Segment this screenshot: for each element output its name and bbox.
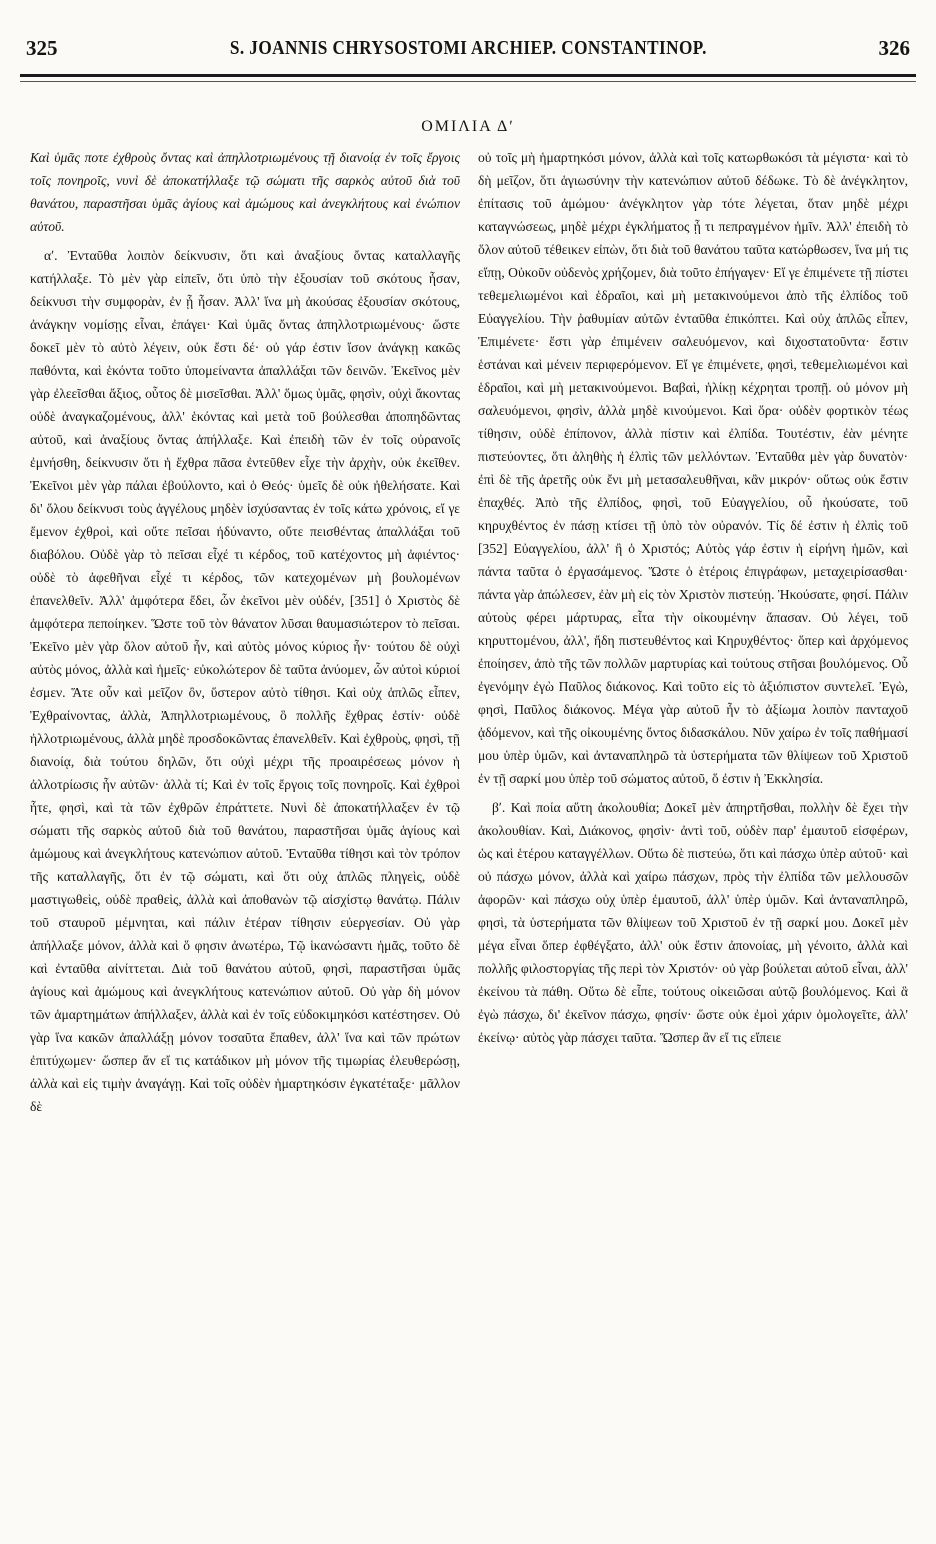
right-column	[478, 146, 908, 1531]
header-rule	[20, 74, 916, 77]
running-title: S. JOANNIS CHRYSOSTOMI ARCHIEP. CONSTANTINOP.	[229, 36, 707, 59]
page-number-right: 326	[878, 35, 910, 60]
page-number-left: 325	[26, 35, 58, 60]
homily-title: ΟΜΙΛΙΑ Δʹ	[421, 118, 515, 135]
commentary-text-continued: οὐ τοῖς μὴ ἡμαρτηκόσι μόνον, ἀλλὰ καὶ τοῖς κατωρθωκόσι τὰ μέγιστα· καὶ τὸ δὴ μεῖζον, ὅτι ἁγιωσύνην τὴν κατενώπιον αὐτοῦ δέδωκε. Τὸ δὲ ἀνέγκλητον, ἐπίτασις τοῦ ἀμώμου· ἀνέγκλητον γὰρ τότε λέγεται, ὅταν μηδὲ μέχρι καταγνώσεως, μηδὲ μέχρι ἐγκλήματος ᾖ τι πεπραγμένον ἡμῖν. Ἀλλ' ἐπειδὴ τὸ ὅλον αὐτοῦ τέθεικεν εἰπὼν, ὅτι διὰ τοῦ θανάτου ταῦτα κατώρθωσεν, ἵνα μή τις εἴπῃ, Οὐκοῦν οὐδενὸς χρήζομεν, διὰ τοῦτο ἐπήγαγεν· Εἴ γε ἐπιμένετε τῇ πίστει τεθεμελιωμένοι καὶ ἑδραῖοι, καὶ μὴ μετακινούμενοι ἀπὸ τῆς ἐλπίδος τοῦ Εὐαγγελίου. Τὴν ῥαθυμίαν αὐτῶν ἐνταῦθα ἐπικόπτει. Καὶ οὐχ ἁπλῶς εἶπεν, Ἐπιμένετε· ἔστι γὰρ ἐπιμένειν σαλευόμενον, καὶ διχοστατοῦντα· ἔστιν ἑστάναι καὶ μένειν περιφερόμενον. Εἴ γε ἐπιμένετε, φησὶ, τεθεμελιωμένοι καὶ ἑδραῖοι, καὶ μὴ μετακινούμενοι. Βαβαὶ, ἡλίκῃ κέχρηται τροπῇ. οὐ μόνον μὴ σαλευόμενοι, φησὶν, ἀλλὰ μηδὲ κινούμενοι. Καὶ ὅρα· οὐδὲν φορτικὸν τέως τίθησιν, οὐδὲ ἐπίπονον, ἀλλὰ πίστιν καὶ ἐλπίδα. Τουτέστιν, ἐὰν μένητε πιστεύοντες, ὅτι ἀληθὴς ἡ ἐλπὶς τῶν μελλόντων. Ἐνταῦθα μὲν γὰρ δυνατὸν· ἐπὶ δὲ τῆς ἀρετῆς οὐκ ἔνι μὴ μετασαλευθῆναι, κἂν μικρόν· οὕτως οὐκ ἔστιν ἐπαχθές. Ἀπὸ τῆς ἐλπίδος, φησὶ, τοῦ Εὐαγγελίου, οὗ ἠκούσατε, τοῦ κηρυχθέντος ἐν πάσῃ κτίσει τῇ ὑπὸ τὸν οὐρανόν. Τίς δέ ἐστιν ἡ ἐλπὶς τοῦ [352] Εὐαγγελίου, ἀλλ' ἢ ὁ Χριστός; Αὐτὸς γάρ ἐστιν ἡ εἰρήνη ἡμῶν, καὶ πάντα ταῦτα ὁ ἐργασάμενος. Ὥστε ὁ ἑτέροις ἐπιγράφων, μεταχειρίσασθαι· πάντα γὰρ ἀπώλεσεν, ἐὰν μὴ εἰς τὸν Χριστὸν πιστεύῃ. Ἠκούσατε, φησί. Πάλιν αὐτοὺς φέρει μάρτυρας, εἶτα τὴν οἰκουμένην ἅπασαν. Οὐ λέγει, τοῦ κηρυττομένου, ἀλλ', ἤδη πιστευθέντος καὶ Κηρυχθέντος· ὅπερ καὶ ἀρχόμενος ἐποίησεν, ἀπὸ τῆς τῶν πολλῶν μαρτυρίας καὶ τούτους στῆσαι βουλόμενος. Οὗ ἐγενόμην ἐγὼ Παῦλος διάκονος. Καὶ τοῦτο εἰς τὸ ἀξιόπιστον συντελεῖ. Ἐγὼ, φησὶ, Παῦλος διάκονος. Μέγα γὰρ αὐτοῦ ἦν τὸ ἀξίωμα λοιπὸν πανταχοῦ ᾀδόμενον, καὶ τῆς οἰκουμένης ὄντος διδασκάλου. Νῦν χαίρω ἐν τοῖς παθήμασί μου ὑπὲρ ὑμῶν, καὶ ἀνταναπληρῶ τὰ ὑστερήματα τῶν θλίψεων τοῦ Χριστοῦ ἐν τῇ σαρκί μου ὑπὲρ τοῦ σώματος αὐτοῦ, ὅ ἐστιν ἡ Ἐκκλησία.	[478, 150, 908, 786]
page-header	[26, 30, 910, 66]
commentary-text: αʹ. Ἐνταῦθα λοιπὸν δείκνυσιν, ὅτι καὶ ἀναξίους ὄντας καταλλαγῆς κατήλλαξε. Τὸ μὲν γὰρ εἰπεῖν, ὅτι ὑπὸ τὴν ἐξουσίαν τοῦ σκότους ἦσαν, δείκνυσι τὴν συμφορὰν, ἐν ᾗ ἦσαν. Ἀλλ' ἵνα μὴ ἀκούσας ἐξουσίαν σκότους, ἀνάγκην νομίσῃς εἶναι, ἐπάγει· Καὶ ὑμᾶς ὄντας ἀπηλλοτριωμένους· ὥστε δοκεῖ μὲν τὸ αὐτὸ λέγειν, οὐκ ἔστι δέ· οὐ γάρ ἐστιν ἴσον ἀνάγκῃ κακῶς παθόντα, καὶ ἑκόντα τοῦτο ὑπομείναντα ἀπαλλάξαι τῶν δεινῶν. Ἐκεῖνος μὲν γὰρ ἐλεεῖσθαι ἄξιος, οὗτος δὲ μισεῖσθαι. Ἀλλ' ὅμως ὑμᾶς, φησὶν, οὐχὶ ἄκοντας οὐδὲ ἀναγκαζομένους, ἀλλ' ἑκόντας καὶ μετὰ τοῦ βούλεσθαι ἀποπηδῶντας αὐτοῦ, καὶ ἀναξίους ὄντας ἀπήλλαξε. Καὶ ἐπειδὴ τῶν ἐν τοῖς οὐρανοῖς ἐμνήσθη, δείκνυσιν ὅτι ἡ ἔχθρα πᾶσα ἐντεῦθεν εἶχε τὴν ἀρχὴν, οὐκ ἐκεῖθεν. Ἐκεῖνοι μὲν γὰρ πάλαι ἐβούλοντο, καὶ ὁ Θεός· ὑμεῖς δὲ οὐκ ἠθελήσατε. Καὶ δι' ὅλου δείκνυσι τοὺς ἀγγέλους μηδὲν ἰσχύσαντας ἐν τοῖς κάτω χρόνοις, εἴ γε ἔμενον ἐχθροὶ, καὶ οὔτε πεῖσαι ἠδύναντο, οὔτε πεισθέντας ἀπαλλάξαι τοῦ διαβόλου. Οὐδὲ γὰρ τὸ πεῖσαι εἶχέ τι κέρδος, τοῦ κατέχοντος μὴ ἀφιέντος· οὐδὲ τὸ ἀφεθῆναι εἶχέ τι κέρδος, τῶν κατεχομένων μὴ βουλομένων ἐπανελθεῖν. Ἀλλ' ἀμφότερα ἔδει, ὧν ἐκεῖνοι μὲν οὐδέν, [351] ὁ Χριστὸς δὲ ἀμφότερα πεποίηκεν. Ὥστε τοῦ τὸν θάνατον λῦσαι θαυμασιώτερον τὸ πεῖσαι. Ἐκεῖνο μὲν γὰρ ὅλον αὐτοῦ ἦν, καὶ αὐτὸς μόνος κύριος ἦν· τούτου δὲ οὐχὶ αὐτὸς μόνος, ἀλλὰ καὶ ἡμεῖς· εὐκολώτερον δὲ ταῦτα ἀνύομεν, ὧν αὐτοὶ κύριοί ἐσμεν. Ἅτε οὖν καὶ μεῖζον ὂν, ὕστερον αὐτὸ τίθησι. Καὶ οὐχ ἁπλῶς εἶπεν, Ἐχθραίνοντας, ἀλλὰ, Ἀπηλλοτριωμένους, ὃ πολλῆς ἔχθρας ἐστίν· οὐδὲ ἠλλοτριωμένους, ἀλλὰ μηδὲ προσδοκῶντας ἐπανελθεῖν. Καὶ ἐχθροὺς, φησὶ, τῇ διανοίᾳ, διὰ τούτου δηλῶν, ὅτι οὐχὶ μέχρι τῆς προαιρέσεως μόνον ἡ ἀλλοτρίωσις ἦν αὐτῶν· ἀλλὰ τί; Καὶ ἐν τοῖς ἔργοις τοῖς πονηροῖς. Καὶ ἐχθροὶ ἦτε, φησὶ, καὶ τὰ τῶν ἐχθρῶν ἐπράττετε. Νυνὶ δὲ ἀποκατήλλαξεν ἐν τῷ σώματι τῆς σαρκὸς αὐτοῦ διὰ τοῦ θανάτου, παραστῆσαι ὑμᾶς ἁγίους καὶ ἀμώμους καὶ ἀνεγκλήτους κατενώπιον αὐτοῦ. Ἐνταῦθα τίθησι καὶ τὸν τρόπον τῆς καταλλαγῆς, ὅτι ἐν τῷ σώματι, καὶ ὅτι οὐχ ἁπλῶς πληγεὶς, οὐδὲ μαστιγωθεὶς, οὐδὲ πραθεὶς, ἀλλὰ καὶ ἀποθανὼν τῷ αἰσχίστῳ θανάτῳ. Πάλιν τοῦ σταυροῦ μέμνηται, καὶ πάλιν ἑτέραν τίθησιν εὐεργεσίαν. Οὐ γὰρ ἀπήλλαξε μόνον, ἀλλὰ καὶ ὅ φησιν ἀνωτέρω, Τῷ ἱκανώσαντι ἡμᾶς, τοῦτο δὲ καὶ ἐνταῦθα αἰνίττεται. Διὰ τοῦ θανάτου αὐτοῦ, φησὶ, παραστῆσαι ὑμᾶς ἁγίους καὶ ἀμώμους καὶ ἀνεγκλήτους κατενώπιον αὐτοῦ. Οὐ γὰρ δὴ μόνον τῶν ἁμαρτημάτων ἀπήλλαξεν, ἀλλὰ καὶ ἐν τοῖς εὐδοκιμηκόσι κατέστησεν. Οὐ γὰρ ἵνα κακῶν ἀπαλλάξῃ μόνον τοσαῦτα ἔπαθεν, ἀλλ' ἵνα καὶ τῶν πρώτων ἐπιτύχωμεν· ὥσπερ ἄν εἴ τις κατάδικον μὴ μόνον τῆς τιμωρίας ἐλευθερώσῃ, ἀλλὰ καὶ εἰς τιμὴν ἀναγάγῃ. Καὶ τοῖς οὐδὲν ἡμαρτηκόσιν ἐγκατέταξε· μᾶλλον δὲ	[30, 248, 460, 1114]
left-column	[30, 146, 460, 1531]
scripture-lemma: Καὶ ὑμᾶς ποτε ἐχθροὺς ὄντας καὶ ἀπηλλοτριωμένους τῇ διανοίᾳ ἐν τοῖς ἔργοις τοῖς πονηροῖς, νυνὶ δὲ ἀποκατήλλαξε τῷ σώματι τῆς σαρκὸς αὐτοῦ διὰ τοῦ θανάτου, παραστῆσαι ὑμᾶς ἁγίους καὶ ἀμώμους καὶ ἀνεγκλήτους καὶ ἐνώπιον αὐτοῦ.	[30, 150, 460, 234]
header-rule-thin	[20, 81, 916, 82]
section-two-text: βʹ. Καὶ ποία αὕτη ἀκολουθία; Δοκεῖ μὲν ἀπηρτῆσθαι, πολλὴν δὲ ἔχει τὴν ἀκολουθίαν. Καὶ, Διάκονος, φησὶν· ἀντὶ τοῦ, οὐδὲν παρ' ἐμαυτοῦ εἰσφέρων, ὡς καὶ ἑτέρου καταγγέλλων. Οὕτω δὲ πιστεύω, ὅτι καὶ πάσχω ὑπὲρ αὐτοῦ· καὶ οὐ πάσχω μόνον, ἀλλὰ καὶ χαίρω πάσχων, πρὸς τὴν ἐλπίδα τῶν μελλουσῶν ἀφορῶν· καὶ πάσχω οὐχ ὑπὲρ ἐμαυτοῦ, ἀλλ' ὑπὲρ ὑμῶν. Καὶ ἀνταναπληρῶ, φησὶ, τὰ ὑστερήματα τῶν θλίψεων τοῦ Χριστοῦ ἐν τῇ σαρκί μου. Δοκεῖ μὲν μέγα εἶναι ὅπερ ἐφθέγξατο, ἀλλ' οὐκ ἔστιν ἀπονοίας, μὴ γένοιτο, ἀλλὰ καὶ πολλῆς φιλοστοργίας τῆς περὶ τὸν Χριστόν· οὐ γὰρ βούλεται αὐτοῦ εἶναι, ἀλλ' ἐκείνου τὰ πάθη. Οὕτω δὲ εἶπε, τούτους οἰκειῶσαι αὐτῷ βουλόμενος. Καὶ ἃ ἐγὼ πάσχω, δι' ἐκεῖνον πάσχω, φησίν· ὥστε οὐκ ἐμοὶ χάριν ὁμολογεῖτε, ἀλλ' ἐκείνῳ· αὐτὸς γὰρ πάσχει ταῦτα. Ὥσπερ ἂν εἴ τις εἴπειε	[478, 800, 908, 1045]
